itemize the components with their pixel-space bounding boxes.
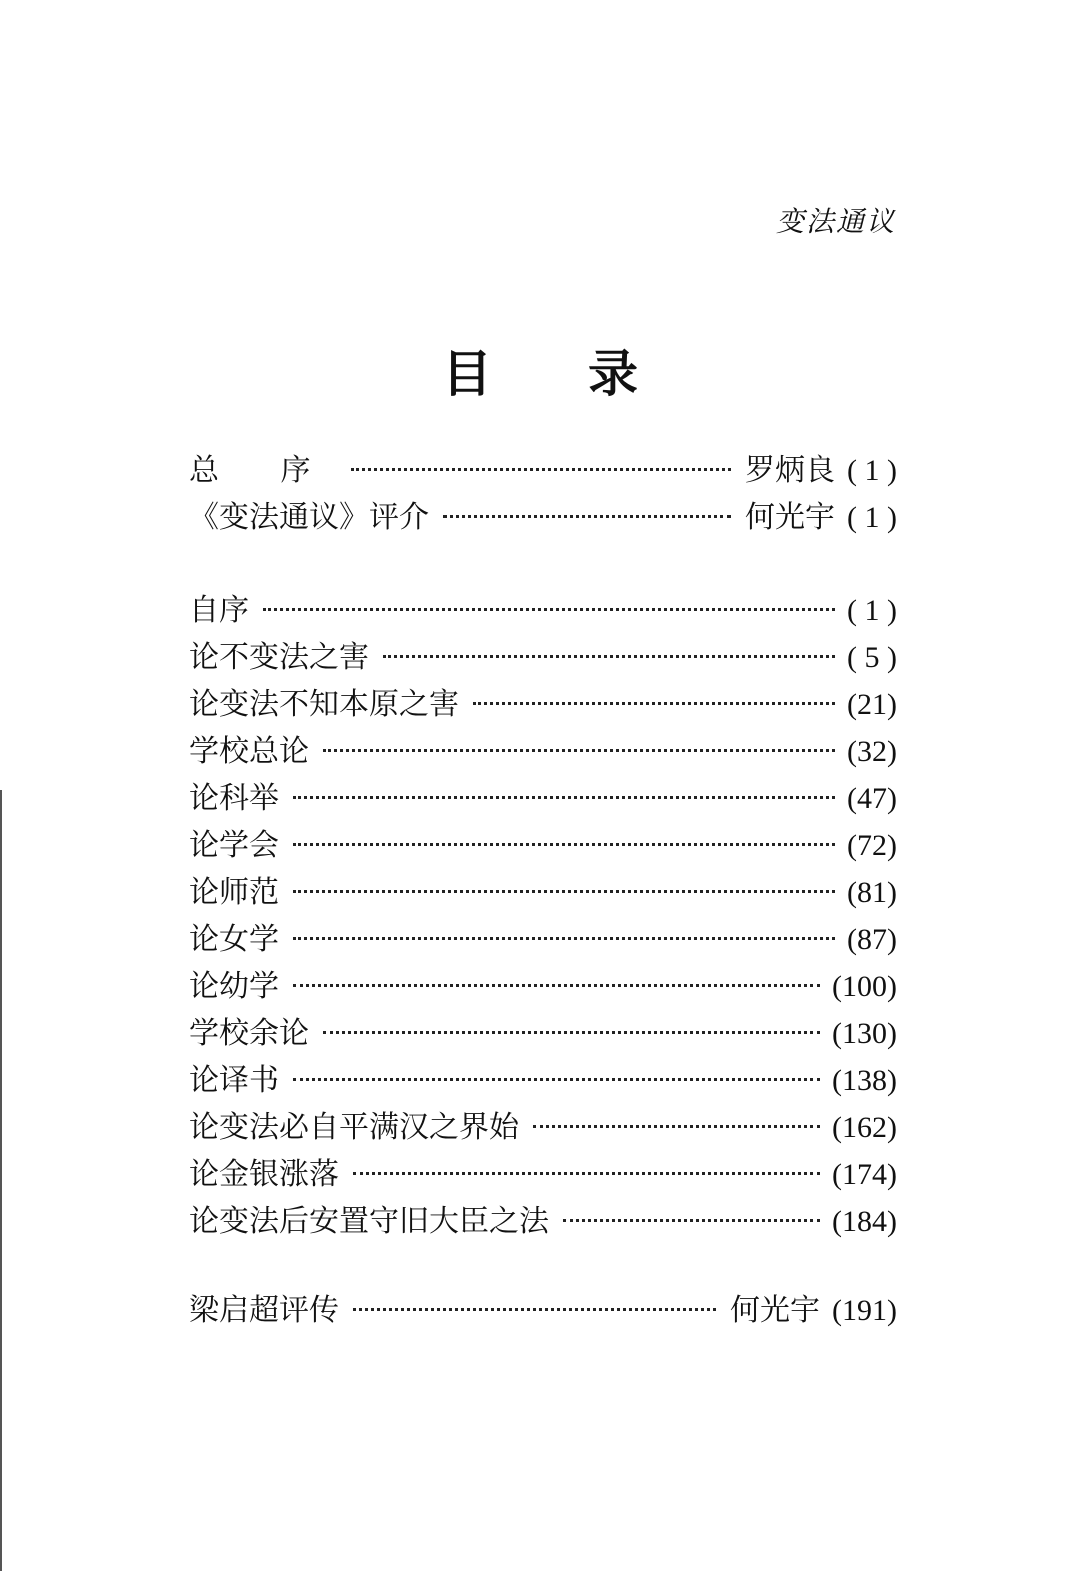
toc-entry-title: 学校总论: [189, 734, 309, 769]
toc-entry: [189, 1151, 897, 1198]
toc-entry: [189, 869, 897, 916]
toc-contents: [189, 587, 897, 1245]
toc-entry-title: 论金银涨落: [189, 1157, 339, 1192]
dot-leader: [383, 655, 835, 658]
toc-entry-title: 自序: [189, 593, 249, 628]
dot-leader: [293, 843, 835, 846]
toc-entry-page: (130): [832, 1017, 897, 1050]
dot-leader: [323, 1031, 820, 1034]
toc-entry-page: ( 1 ): [847, 501, 897, 534]
toc-entry-author: 罗炳良: [745, 453, 836, 488]
toc-entry-page: ( 1 ): [847, 594, 897, 627]
toc-entry: [189, 1010, 897, 1057]
toc-entry-page: (100): [832, 970, 897, 1003]
toc-entry-page: (138): [832, 1064, 897, 1097]
page-title: [0, 334, 1080, 406]
toc-entry: [189, 1287, 897, 1334]
toc-entry-page: ( 1 ): [847, 454, 897, 487]
dot-leader: [293, 1078, 820, 1081]
toc-entry: [189, 681, 897, 728]
toc-entry-page: (162): [832, 1111, 897, 1144]
toc-entry-title: 学校余论: [189, 1016, 309, 1051]
toc-entry-title: 论变法后安置守旧大臣之法: [189, 1204, 549, 1239]
toc-entry-page: (81): [847, 876, 897, 909]
toc-entry: [189, 963, 897, 1010]
toc-entry-title: 《变法通议》评介: [189, 500, 429, 535]
toc-entry-page: (174): [832, 1158, 897, 1191]
toc-entry: [189, 775, 897, 822]
toc-entry: [189, 1057, 897, 1104]
dot-leader: [293, 984, 820, 987]
toc-entry: [189, 1104, 897, 1151]
toc-entry-title: 论变法必自平满汉之界始: [189, 1110, 519, 1145]
toc-entry-page: (72): [847, 829, 897, 862]
toc-entry: [189, 728, 897, 775]
toc-entry-title: 论译书: [189, 1063, 279, 1098]
toc-entry-title: 论女学: [189, 922, 279, 957]
toc-entry-title: 梁启超评传: [189, 1293, 339, 1328]
toc-entry-page: ( 5 ): [847, 641, 897, 674]
running-head: 变法通议: [775, 205, 896, 238]
toc-entry: [189, 494, 897, 541]
toc-entry: [189, 822, 897, 869]
toc-entry-title: 论变法不知本原之害: [189, 687, 459, 722]
toc-entry-author: 何光宇: [730, 1293, 821, 1328]
toc-entry: [189, 916, 897, 963]
toc-entry-page: (184): [832, 1205, 897, 1238]
toc-entry-title: 论师范: [189, 875, 279, 910]
toc-entry-title: 论不变法之害: [189, 640, 369, 675]
toc-entry-page: (87): [847, 923, 897, 956]
toc-entry-page: (191): [832, 1294, 897, 1327]
title-char-2: 录: [588, 345, 638, 403]
toc-entry: [189, 1198, 897, 1245]
toc-entry-title: 论科举: [189, 781, 279, 816]
toc-back-matter: [189, 1287, 897, 1334]
toc-entry-title: 论学会: [189, 828, 279, 863]
dot-leader: [263, 608, 835, 611]
title-char-1: 目: [442, 345, 492, 403]
toc-entry: [189, 447, 897, 494]
toc-entry-title: 论幼学: [189, 969, 279, 1004]
toc-entry-author: 何光宇: [745, 500, 836, 535]
toc-entry: [189, 587, 897, 634]
toc-entry-page: (32): [847, 735, 897, 768]
toc-entry-page: (21): [847, 688, 897, 721]
dot-leader: [473, 702, 835, 705]
dot-leader: [533, 1125, 820, 1128]
dot-leader: [293, 796, 835, 799]
dot-leader: [353, 1172, 820, 1175]
dot-leader: [443, 515, 731, 518]
toc-entry-title: 总 序: [189, 453, 337, 488]
toc-entry: [189, 634, 897, 681]
dot-leader: [351, 468, 731, 471]
toc-front-matter: [189, 447, 897, 541]
scan-edge-line: [0, 790, 2, 1571]
toc-entry-page: (47): [847, 782, 897, 815]
dot-leader: [323, 749, 835, 752]
dot-leader: [293, 937, 835, 940]
dot-leader: [563, 1219, 820, 1222]
dot-leader: [293, 890, 835, 893]
dot-leader: [353, 1308, 716, 1311]
